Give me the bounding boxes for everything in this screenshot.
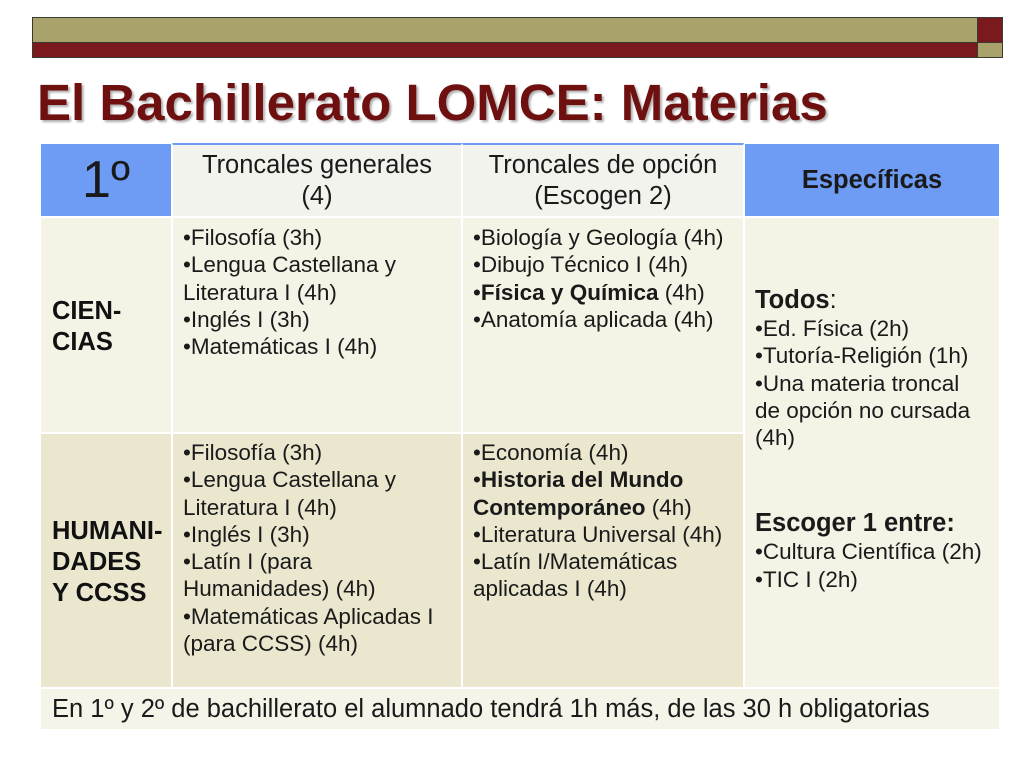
header-troncales-opcion-text	[489, 150, 718, 212]
list-item: •Tutoría-Religión (1h)	[755, 343, 969, 369]
list-item: •Latín I (para Humanidades) (4h)	[183, 549, 376, 602]
header-troncales-generales	[172, 143, 462, 217]
header-course-cell	[40, 143, 172, 217]
list-item: •TIC I (2h)	[755, 566, 858, 592]
list-item: •Biología y Geología (4h)	[473, 225, 724, 250]
list-item: •Inglés I (3h)	[183, 521, 310, 547]
row-label-text	[52, 296, 121, 358]
list-item: •Latín I/Matemáticas aplicadas I (4h)	[473, 549, 678, 602]
list-item: •Anatomía aplicada (4h)	[473, 306, 714, 332]
list-item-highlighted	[473, 466, 731, 521]
header-especificas-label: Específicas	[801, 165, 943, 194]
top-decor-bar-olive	[32, 17, 978, 43]
top-decor-bar-maroon	[32, 42, 978, 58]
list-item: •Filosofía (3h)	[183, 440, 323, 465]
list-item: •Lengua Castellana y Literatura I (4h)	[183, 467, 397, 520]
row-label-line: DADES	[52, 548, 142, 576]
header-especificas	[744, 143, 1000, 217]
bullet: •	[473, 279, 481, 305]
list-item: •Una materia troncal de opción no cursada (4h)	[755, 370, 971, 451]
list-item: •Economía (4h)	[473, 440, 629, 465]
escoger-heading: Escoger 1 entre:	[755, 509, 955, 538]
header-troncales-opcion	[462, 143, 744, 217]
list-item: •Inglés I (3h)	[183, 306, 310, 332]
row-label-ciencias	[40, 217, 172, 433]
list-item: •Matemáticas I (4h)	[183, 334, 378, 360]
list-item: •Lengua Castellana y Literatura I (4h)	[183, 252, 397, 305]
todos-list	[755, 315, 986, 451]
footer-text: En 1º y 2º de bachillerato el alumnado tendrá 1h más, de las 30 h obligatorias	[52, 694, 930, 723]
row-label-line: Y CCSS	[52, 579, 147, 607]
header-line: Troncales de opción	[488, 150, 718, 179]
especificas-cell	[744, 217, 1000, 688]
header-line: (4)	[301, 181, 333, 210]
row-label-line: CIEN-	[52, 297, 122, 325]
row-label-line: HUMANI-	[52, 517, 163, 545]
bold-subject: Historia del Mundo Contemporáneo	[473, 467, 684, 520]
hours: (4h)	[658, 279, 705, 305]
ciencias-troncales-opcion	[462, 217, 744, 433]
table-footer-note	[40, 688, 1000, 730]
top-decor-square-maroon	[977, 17, 1003, 43]
header-line: (Escogen 2)	[534, 181, 672, 210]
row-label-humanidades	[40, 433, 172, 688]
list-item: •Matemáticas Aplicadas I (para CCSS) (4h)	[183, 603, 434, 657]
list-item: •Cultura Científica (2h)	[755, 539, 982, 565]
header-line: Troncales generales	[201, 150, 433, 179]
bold-subject: Física y Química	[480, 279, 659, 305]
top-decor-square-olive	[977, 42, 1003, 58]
escoger-list	[755, 538, 986, 593]
course-label: 1º	[82, 151, 130, 209]
row-label-text	[52, 516, 162, 609]
bullet: •	[473, 467, 481, 493]
list-item: •Filosofía (3h)	[183, 225, 323, 250]
list-item: •Ed. Física (2h)	[755, 316, 910, 341]
slide-title: El Bachillerato LOMCE: Materias	[37, 74, 828, 131]
list-item: •Literatura Universal (4h)	[473, 521, 723, 547]
list-item-highlighted	[473, 279, 731, 306]
hours: (4h)	[645, 494, 692, 520]
header-troncales-generales-text	[202, 150, 432, 212]
humanidades-troncales-generales	[172, 433, 462, 688]
list-item: •Dibujo Técnico I (4h)	[473, 252, 689, 278]
humanidades-troncales-opcion	[462, 433, 744, 688]
row-label-line: CIAS	[52, 328, 113, 356]
todos-label: Todos	[755, 286, 830, 314]
todos-heading	[755, 285, 986, 315]
todos-colon: :	[829, 286, 837, 314]
ciencias-troncales-generales	[172, 217, 462, 433]
